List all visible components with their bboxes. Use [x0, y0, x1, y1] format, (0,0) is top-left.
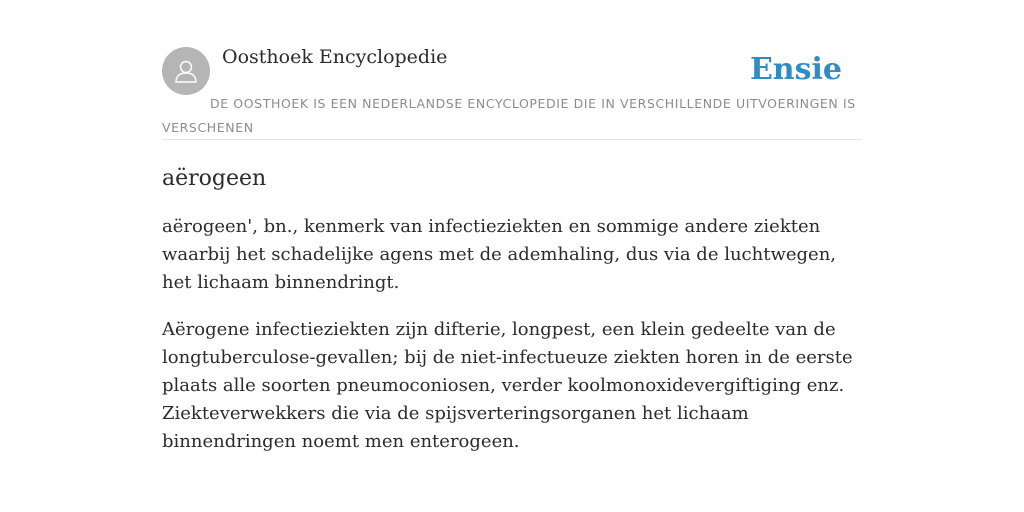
site-name-link[interactable]: Oosthoek Encyclopedie [222, 46, 448, 68]
article-paragraph: aërogeen', bn., kenmerk van infectieziekten en sommige andere ziekten waarbij het schadelijke agens met de ademhaling, dus via de luchtwegen, het lichaam binnendringt. [162, 216, 837, 293]
avatar[interactable] [162, 47, 210, 95]
article-title: aërogeen [162, 166, 267, 191]
user-icon [172, 57, 200, 85]
site-tagline: DE OOSTHOEK IS EEN NEDERLANDSE ENCYCLOPEDIE DIE IN VERSCHILLENDE UITVOERINGEN IS VERSCHENEN [162, 96, 856, 135]
page-container [162, 44, 862, 456]
site-header [162, 44, 862, 140]
brand-logo-link[interactable]: Ensie [749, 52, 842, 87]
article-paragraph: Aërogene infectieziekten zijn difterie, longpest, een klein gedeelte van de longtuberculose-gevallen; bij de niet-infectueuze ziekten horen in de eerste plaats alle soorten pneumoconiosen, verder koolmonoxidevergiftiging enz. Ziekteverwekkers die via de spijsverteringsorganen het lichaam binnendringen noemt men enterogeen. [162, 319, 853, 452]
